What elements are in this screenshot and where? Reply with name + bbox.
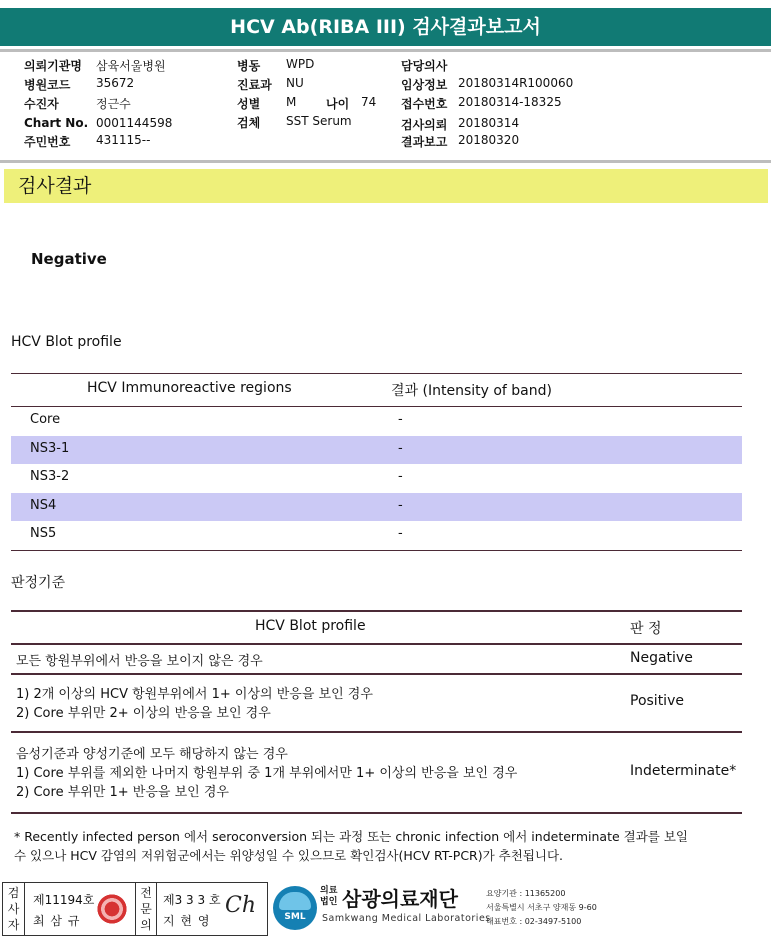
info-doctor: 담당의사 — [401, 59, 448, 73]
title-divider — [0, 49, 771, 52]
specialist-label: 전 문 의 — [135, 883, 157, 935]
info-patient-value: 정근수 — [96, 97, 131, 111]
table-row — [11, 464, 742, 492]
section-title: 검사결과 — [4, 169, 768, 203]
seal-stamp-icon — [95, 892, 129, 926]
info-report-date: 결과보고 — [401, 135, 448, 149]
inspector-name: 최 삼 규 — [33, 914, 81, 928]
info-divider — [0, 160, 771, 163]
criteria-line: 2) Core 부위만 2+ 이상의 반응을 보인 경우 — [16, 706, 271, 721]
inspector-label: 검 사 자 — [3, 883, 25, 935]
info-ward: 병동 — [237, 59, 261, 73]
org-name: 삼광의료재단 — [342, 887, 458, 911]
info-hospital-value: 삼육서울병원 — [96, 59, 166, 73]
inspector-license: 제11194호 — [33, 893, 95, 907]
info-specimen-value: SST Serum — [286, 114, 352, 128]
contact-line: 대표번호 : 02-3497-5100 — [486, 917, 582, 926]
org-small-label: 의료 법인 — [320, 886, 338, 907]
judgement-indeterminate: Indeterminate* — [630, 763, 737, 779]
info-specimen: 검체 — [237, 116, 261, 130]
region-cell: NS4 — [30, 498, 57, 513]
signature-box — [2, 882, 268, 936]
table-rule — [11, 373, 742, 374]
table-row — [11, 436, 742, 464]
region-cell: NS5 — [30, 526, 57, 541]
info-hospital: 의뢰기관명 — [24, 59, 82, 73]
criteria-line: 2) Core 부위만 1+ 반응을 보인 경우 — [16, 785, 229, 800]
region-cell: NS3-2 — [30, 469, 70, 484]
table-row — [11, 493, 742, 521]
contact-line: 요양기관 : 11365200 — [486, 889, 566, 898]
table-row — [11, 407, 742, 435]
info-clinical: 임상정보 — [401, 78, 448, 92]
result-cell: - — [398, 412, 403, 427]
info-resident-no-value: 431115-- — [96, 133, 151, 147]
info-request-date-value: 20180314 — [458, 116, 520, 130]
info-hospital-code: 병원코드 — [24, 78, 71, 92]
info-report-date-value: 20180320 — [458, 133, 520, 147]
info-department-value: NU — [286, 76, 304, 90]
criteria-line: 음성기준과 양성기준에 모두 해당하지 않는 경우 — [16, 747, 288, 762]
table-rule — [11, 643, 742, 645]
logo-badge: SML — [284, 912, 306, 922]
info-sex-value: M — [286, 95, 297, 109]
info-receipt-no: 접수번호 — [401, 97, 448, 111]
info-chart-no: Chart No. — [24, 116, 89, 130]
criteria-header-judgement: 판 정 — [630, 621, 662, 637]
blot-header-region: HCV Immunoreactive regions — [87, 380, 292, 396]
info-clinical-value: 20180314R100060 — [458, 76, 574, 90]
blot-profile-label: HCV Blot profile — [11, 334, 122, 350]
result-value: Negative — [31, 250, 107, 268]
criteria-line: 모든 항원부위에서 반응을 보이지 않은 경우 — [16, 654, 263, 669]
criteria-line: 1) 2개 이상의 HCV 항원부위에서 1+ 이상의 반응을 보인 경우 — [16, 687, 373, 702]
table-rule — [11, 673, 742, 675]
specialist-name: 지 현 영 — [163, 914, 211, 928]
info-sex: 성별 — [237, 97, 261, 111]
specialist-license: 제3 3 3 호 — [163, 893, 221, 907]
info-receipt-no-value: 20180314-18325 — [458, 95, 562, 109]
table-rule — [11, 812, 742, 814]
footnote-line: * Recently infected person 에서 seroconversion 되는 과정 또는 chronic infection 에서 indeterminate 결과를 보일 — [14, 829, 688, 844]
blot-header-result: 결과 (Intensity of band) — [391, 383, 552, 399]
info-request-date: 검사의뢰 — [401, 118, 448, 132]
org-english-name: Samkwang Medical Laboratories — [322, 913, 491, 924]
region-cell: NS3-1 — [30, 441, 70, 456]
judgement-positive: Positive — [630, 693, 684, 709]
logo-shape — [279, 892, 311, 910]
info-chart-no-value: 0001144598 — [96, 116, 173, 130]
result-cell: - — [398, 469, 403, 484]
info-patient: 수진자 — [24, 97, 59, 111]
result-cell: - — [398, 526, 403, 541]
contact-line: 서울특별시 서초구 양재동 9-60 — [486, 903, 597, 912]
table-row — [11, 521, 742, 549]
info-age-value: 74 — [361, 95, 377, 109]
report-title: HCV Ab(RIBA III) 검사결과보고서 — [0, 8, 771, 46]
info-department: 진료과 — [237, 78, 272, 92]
criteria-line: 1) Core 부위를 제외한 나머지 항원부위 중 1개 부위에서만 1+ 이상의 반응을 보인 경우 — [16, 766, 518, 781]
region-cell: Core — [30, 412, 61, 427]
result-cell: - — [398, 441, 403, 456]
result-cell: - — [398, 498, 403, 513]
criteria-label: 판정기준 — [11, 575, 66, 591]
info-age: 나이 — [326, 97, 350, 111]
table-rule — [11, 731, 742, 733]
criteria-header-profile: HCV Blot profile — [255, 618, 366, 634]
judgement-negative: Negative — [630, 650, 693, 666]
info-resident-no: 주민번호 — [24, 135, 71, 149]
footnote-line: 수 있으나 HCV 감염의 저위험군에서는 위양성일 수 있으므로 확인검사(HCV RT-PCR)가 추천됩니다. — [14, 848, 564, 863]
info-ward-value: WPD — [286, 57, 315, 71]
table-rule — [11, 610, 742, 612]
signature-icon: Ch — [225, 893, 257, 918]
info-hospital-code-value: 35672 — [96, 76, 135, 90]
table-rule — [11, 550, 742, 551]
sml-logo-icon — [273, 886, 317, 930]
